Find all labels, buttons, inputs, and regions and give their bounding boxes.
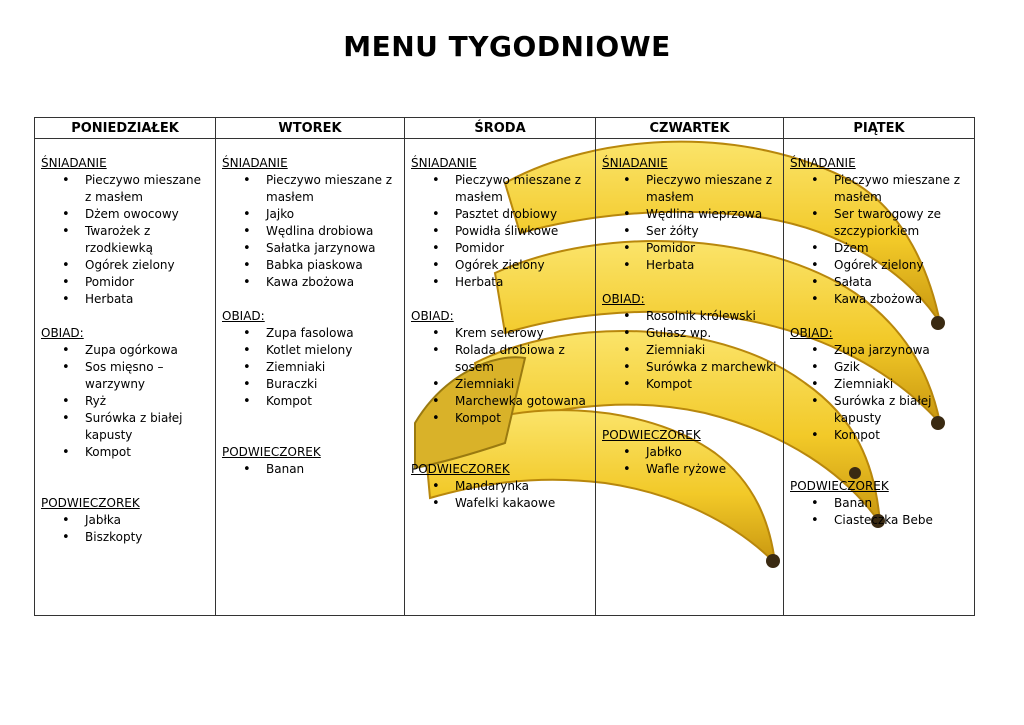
menu-item: • Mandarynka (411, 478, 591, 495)
menu-item-list (411, 325, 595, 427)
menu-item: • Jabłka (41, 512, 211, 529)
menu-item: • Rosolnik królewski (602, 308, 779, 325)
menu-item: • Wędlina wieprzowa (602, 206, 779, 223)
menu-item: • Kawa zbożowa (222, 274, 400, 291)
snack-section (790, 478, 974, 529)
section-heading: OBIAD: (790, 326, 833, 340)
lunch-section (411, 308, 595, 427)
menu-item: • Surówka z białej kapusty (790, 393, 970, 427)
menu-item-list (602, 172, 783, 274)
menu-item: • Wafle ryżowe (602, 461, 779, 478)
menu-item: • Kompot (602, 376, 779, 393)
menu-item: • Ryż (41, 393, 211, 410)
menu-item: • Pieczywo mieszane z masłem (790, 172, 970, 206)
day-header-friday: PIĄTEK (784, 118, 975, 139)
menu-item-list (222, 325, 404, 410)
section-heading: ŚNIADANIE (222, 156, 288, 170)
breakfast-section (411, 155, 595, 291)
menu-item: • Kompot (222, 393, 400, 410)
menu-item-list (790, 172, 974, 308)
menu-item: • Ser żółty (602, 223, 779, 240)
menu-item: • Ogórek zielony (411, 257, 591, 274)
menu-item: • Herbata (602, 257, 779, 274)
menu-item: • Babka piaskowa (222, 257, 400, 274)
section-heading: PODWIECZOREK (222, 445, 321, 459)
menu-item-list (602, 444, 783, 478)
menu-item-list (602, 308, 783, 393)
menu-item: • Pasztet drobiowy (411, 206, 591, 223)
menu-item-list (790, 495, 974, 529)
menu-item: • Krem selerowy (411, 325, 591, 342)
menu-item: • Pomidor (41, 274, 211, 291)
menu-item: • Zupa ogórkowa (41, 342, 211, 359)
menu-item: • Ziemniaki (602, 342, 779, 359)
day-column-friday (784, 139, 975, 616)
menu-item: • Rolada drobiowa z sosem (411, 342, 591, 376)
menu-item-list (222, 461, 404, 478)
day-header-tuesday: WTOREK (216, 118, 405, 139)
menu-item: • Kotlet mielony (222, 342, 400, 359)
menu-item-list (790, 342, 974, 444)
menu-item: • Ogórek zielony (41, 257, 211, 274)
section-heading: ŚNIADANIE (41, 156, 107, 170)
menu-item: • Surówka z marchewki (602, 359, 779, 376)
menu-item: • Gzik (790, 359, 970, 376)
day-column-thursday (596, 139, 784, 616)
lunch-section (41, 325, 215, 461)
menu-item: • Ziemniaki (222, 359, 400, 376)
section-heading: PODWIECZOREK (602, 428, 701, 442)
breakfast-section (222, 155, 404, 291)
menu-item: • Ogórek zielony (790, 257, 970, 274)
menu-item: • Pomidor (411, 240, 591, 257)
section-heading: PODWIECZOREK (411, 462, 510, 476)
menu-item: • Pomidor (602, 240, 779, 257)
snack-section (41, 495, 215, 546)
section-heading: OBIAD: (222, 309, 265, 323)
lunch-section (602, 291, 783, 393)
menu-item: • Biszkopty (41, 529, 211, 546)
menu-item-list (411, 172, 595, 291)
page-title: MENU TYGODNIOWE (343, 30, 671, 63)
section-heading: PODWIECZOREK (41, 496, 140, 510)
menu-item: • Sałata (790, 274, 970, 291)
menu-item: • Marchewka gotowana (411, 393, 591, 410)
breakfast-section (41, 155, 215, 308)
menu-item: • Herbata (411, 274, 591, 291)
snack-section (411, 461, 595, 512)
menu-item: • Surówka z białej kapusty (41, 410, 211, 444)
menu-item: • Pieczywo mieszane z masłem (222, 172, 400, 206)
lunch-section (790, 325, 974, 444)
breakfast-section (602, 155, 783, 274)
lunch-section (222, 308, 404, 410)
day-header-thursday: CZWARTEK (596, 118, 784, 139)
menu-content-row (35, 139, 975, 616)
section-heading: OBIAD: (41, 326, 84, 340)
menu-item: • Buraczki (222, 376, 400, 393)
menu-item: • Kompot (411, 410, 591, 427)
menu-item: • Ziemniaki (790, 376, 970, 393)
menu-item: • Kompot (41, 444, 211, 461)
day-header-wednesday: ŚRODA (405, 118, 596, 139)
menu-item: • Gulasz wp. (602, 325, 779, 342)
section-heading: OBIAD: (411, 309, 454, 323)
menu-item: • Zupa jarzynowa (790, 342, 970, 359)
menu-item: • Zupa fasolowa (222, 325, 400, 342)
menu-item-list (222, 172, 404, 291)
menu-item-list (411, 478, 595, 512)
menu-item-list (41, 342, 215, 461)
menu-item: • Pieczywo mieszane z masłem (602, 172, 779, 206)
breakfast-section (790, 155, 974, 308)
menu-item: • Jajko (222, 206, 400, 223)
menu-item: • Kompot (790, 427, 970, 444)
menu-item: • Wafelki kakaowe (411, 495, 591, 512)
menu-item: • Herbata (41, 291, 211, 308)
menu-item: • Ziemniaki (411, 376, 591, 393)
menu-item: • Kawa zbożowa (790, 291, 970, 308)
snack-section (602, 427, 783, 478)
menu-item: • Powidła śliwkowe (411, 223, 591, 240)
menu-item-list (41, 512, 215, 546)
day-column-tuesday (216, 139, 405, 616)
menu-item: • Banan (790, 495, 970, 512)
section-heading: ŚNIADANIE (411, 156, 477, 170)
menu-item: • Pieczywo mieszane z masłem (411, 172, 591, 206)
menu-item: • Ciasteczka Bebe (790, 512, 970, 529)
weekly-menu-table (34, 117, 975, 616)
menu-item: • Jabłko (602, 444, 779, 461)
day-header-monday: PONIEDZIAŁEK (35, 118, 216, 139)
day-column-monday (35, 139, 216, 616)
snack-section (222, 444, 404, 478)
menu-item: • Twarożek z rzodkiewką (41, 223, 211, 257)
section-heading: ŚNIADANIE (602, 156, 668, 170)
day-header-row (35, 118, 975, 139)
menu-item: • Dżem owocowy (41, 206, 211, 223)
menu-item: • Pieczywo mieszane z masłem (41, 172, 211, 206)
menu-item: • Sos mięsno – warzywny (41, 359, 211, 393)
day-column-wednesday (405, 139, 596, 616)
menu-item: • Wędlina drobiowa (222, 223, 400, 240)
menu-item: • Sałatka jarzynowa (222, 240, 400, 257)
menu-item: • Dżem (790, 240, 970, 257)
menu-item-list (41, 172, 215, 308)
section-heading: PODWIECZOREK (790, 479, 889, 493)
menu-item: • Banan (222, 461, 400, 478)
section-heading: OBIAD: (602, 292, 645, 306)
section-heading: ŚNIADANIE (790, 156, 856, 170)
menu-item: • Ser twarogowy ze szczypiorkiem (790, 206, 970, 240)
